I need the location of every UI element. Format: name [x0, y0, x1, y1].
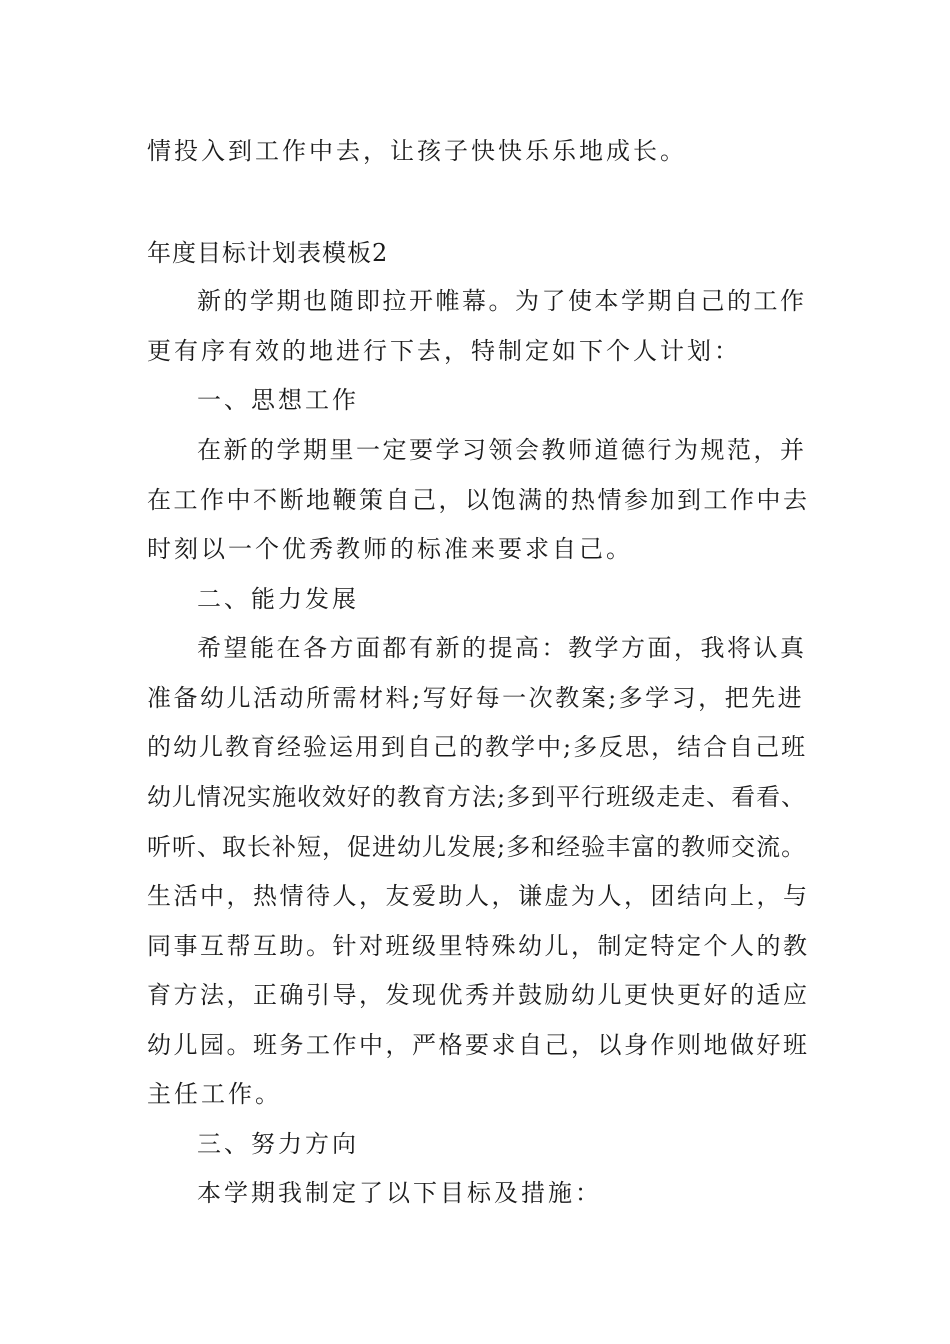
- paragraph-line: 本学期我制定了以下目标及措施：: [197, 1179, 602, 1207]
- paragraph-line: 准备幼儿活动所需材料;写好每一次教案;多学习，把先进: [147, 684, 805, 712]
- paragraph-line: 时刻以一个优秀教师的标准来要求自己。: [147, 535, 633, 563]
- paragraph-line: 听听、取长补短，促进幼儿发展;多和经验丰富的教师交流。: [147, 833, 807, 861]
- paragraph-line: 情投入到工作中去，让孩子快快乐乐地成长。: [147, 137, 687, 165]
- paragraph-line: 生活中，热情待人，友爱助人，谦虚为人，团结向上，与: [147, 882, 810, 910]
- paragraph-line: 幼儿园。班务工作中，严格要求自己，以身作则地做好班: [147, 1031, 810, 1059]
- subheading: 二、能力发展: [197, 585, 359, 613]
- paragraph-line: 在新的学期里一定要学习领会教师道德行为规范，并: [197, 436, 807, 464]
- paragraph-line: 在工作中不断地鞭策自己，以饱满的热情参加到工作中去: [147, 486, 810, 514]
- paragraph-line: 主任工作。: [147, 1080, 282, 1108]
- paragraph-line: 的幼儿教育经验运用到自己的教学中;多反思，结合自己班: [147, 733, 808, 761]
- paragraph-line: 新的学期也随即拉开帷幕。为了使本学期自己的工作: [197, 287, 807, 315]
- paragraph-line: 幼儿情况实施收效好的教育方法;多到平行班级走走、看看、: [147, 783, 807, 811]
- paragraph-line: 育方法，正确引导，发现优秀并鼓励幼儿更快更好的适应: [147, 981, 810, 1009]
- section-title: 年度目标计划表模板2: [147, 239, 389, 267]
- paragraph-line: 更有序有效的地进行下去，特制定如下个人计划：: [147, 337, 741, 365]
- subheading: 一、思想工作: [197, 386, 359, 414]
- subheading: 三、努力方向: [197, 1130, 359, 1158]
- paragraph-line: 同事互帮互助。针对班级里特殊幼儿，制定特定个人的教: [147, 932, 810, 960]
- paragraph-line: 希望能在各方面都有新的提高：教学方面，我将认真: [197, 634, 807, 662]
